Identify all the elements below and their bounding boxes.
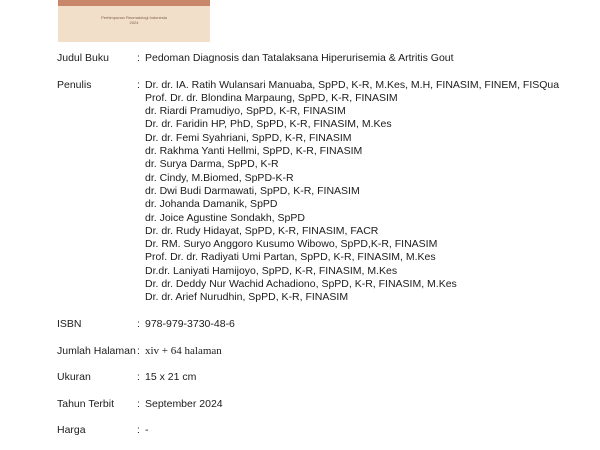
author-item: Dr. dr. IA. Ratih Wulansari Manuaba, SpPD, K-R, M.Kes, M.H, FINASIM, FINEM, FISQua — [145, 78, 560, 91]
info-row-isbn — [57, 318, 587, 331]
info-value-terbit: September 2024 — [145, 397, 223, 410]
author-item: Dr.dr. Laniyati Hamijoyo, SpPD, K-R, FINASIM, M.Kes — [145, 264, 398, 277]
info-value-harga: - — [145, 424, 149, 437]
cover-band — [58, 0, 210, 6]
info-label-halaman: Jumlah Halaman — [57, 344, 136, 357]
info-colon: : — [137, 371, 140, 384]
info-label-terbit: Tahun Terbit — [57, 397, 115, 410]
author-item: Dr. dr. Deddy Nur Wachid Achadiono, SpPD, K-R, FINASIM, M.Kes — [145, 278, 457, 291]
info-label-judul: Judul Buku — [57, 52, 109, 64]
info-label-ukuran: Ukuran — [57, 371, 91, 384]
info-row-ukuran — [57, 371, 587, 384]
cover-caption-line1: Perhimpunan Reumatologi Indonesia — [101, 15, 167, 20]
author-item: dr. Rakhma Yanti Hellmi, SpPD, K-R, FINASIM — [145, 145, 363, 158]
author-item: Dr. dr. Rudy Hidayat, SpPD, K-R, FINASIM, FACR — [145, 224, 379, 237]
info-colon: : — [137, 52, 140, 64]
info-row-penulis — [57, 79, 587, 305]
info-value-judul: Pedoman Diagnosis dan Tatalaksana Hiperurisemia & Artritis Gout — [145, 52, 454, 64]
author-item: dr. Riardi Pramudiyo, SpPD, K-R, FINASIM — [145, 105, 346, 118]
info-row-judul — [57, 52, 587, 65]
author-item: Dr. dr. Arief Nurudhin, SpPD, K-R, FINASIM — [145, 291, 349, 304]
author-item: Dr. dr. Faridin HP, PhD, SpPD, K-R, FINASIM, M.Kes — [145, 118, 392, 131]
info-colon: : — [137, 317, 140, 330]
info-row-harga — [57, 424, 587, 437]
author-item: Prof. Dr. dr. Radiyati Umi Partan, SpPD, K-R, FINASIM, M.Kes — [145, 251, 436, 264]
author-list — [145, 79, 587, 305]
author-item: Prof. Dr. dr. Blondina Marpaung, SpPD, K-R, FINASIM — [145, 91, 398, 104]
info-value-isbn: 978-979-3730-48-6 — [145, 317, 235, 330]
info-label-penulis: Penulis — [57, 78, 92, 91]
author-item: dr. Joice Agustine Sondakh, SpPD — [145, 211, 305, 224]
author-item: Dr. dr. Femi Syahriani, SpPD, K-R, FINASIM — [145, 131, 352, 144]
info-colon: : — [137, 397, 140, 410]
info-row-halaman — [57, 345, 587, 358]
info-label-isbn: ISBN — [57, 317, 82, 330]
info-colon: : — [137, 78, 140, 91]
cover-caption — [58, 15, 210, 25]
info-label-harga: Harga — [57, 424, 86, 437]
cover-caption-line2: 2024 — [129, 20, 139, 25]
author-item: dr. Dwi Budi Darmawati, SpPD, K-R, FINASIM — [145, 184, 360, 197]
info-colon: : — [137, 424, 140, 437]
author-item: dr. Surya Darma, SpPD, K-R — [145, 158, 279, 171]
author-item: Dr. RM. Suryo Anggoro Kusumo Wibowo, SpPD,K-R, FINASIM — [145, 238, 438, 251]
info-row-terbit — [57, 398, 587, 411]
author-item: dr. Cindy, M.Biomed, SpPD-K-R — [145, 171, 294, 184]
author-item: dr. Johanda Damanik, SpPD — [145, 198, 278, 211]
info-value-halaman: xiv + 64 halaman — [145, 344, 222, 357]
book-info-table — [57, 52, 587, 438]
info-value-ukuran: 15 x 21 cm — [145, 371, 197, 384]
info-colon: : — [137, 344, 140, 357]
book-cover-image — [58, 0, 210, 42]
